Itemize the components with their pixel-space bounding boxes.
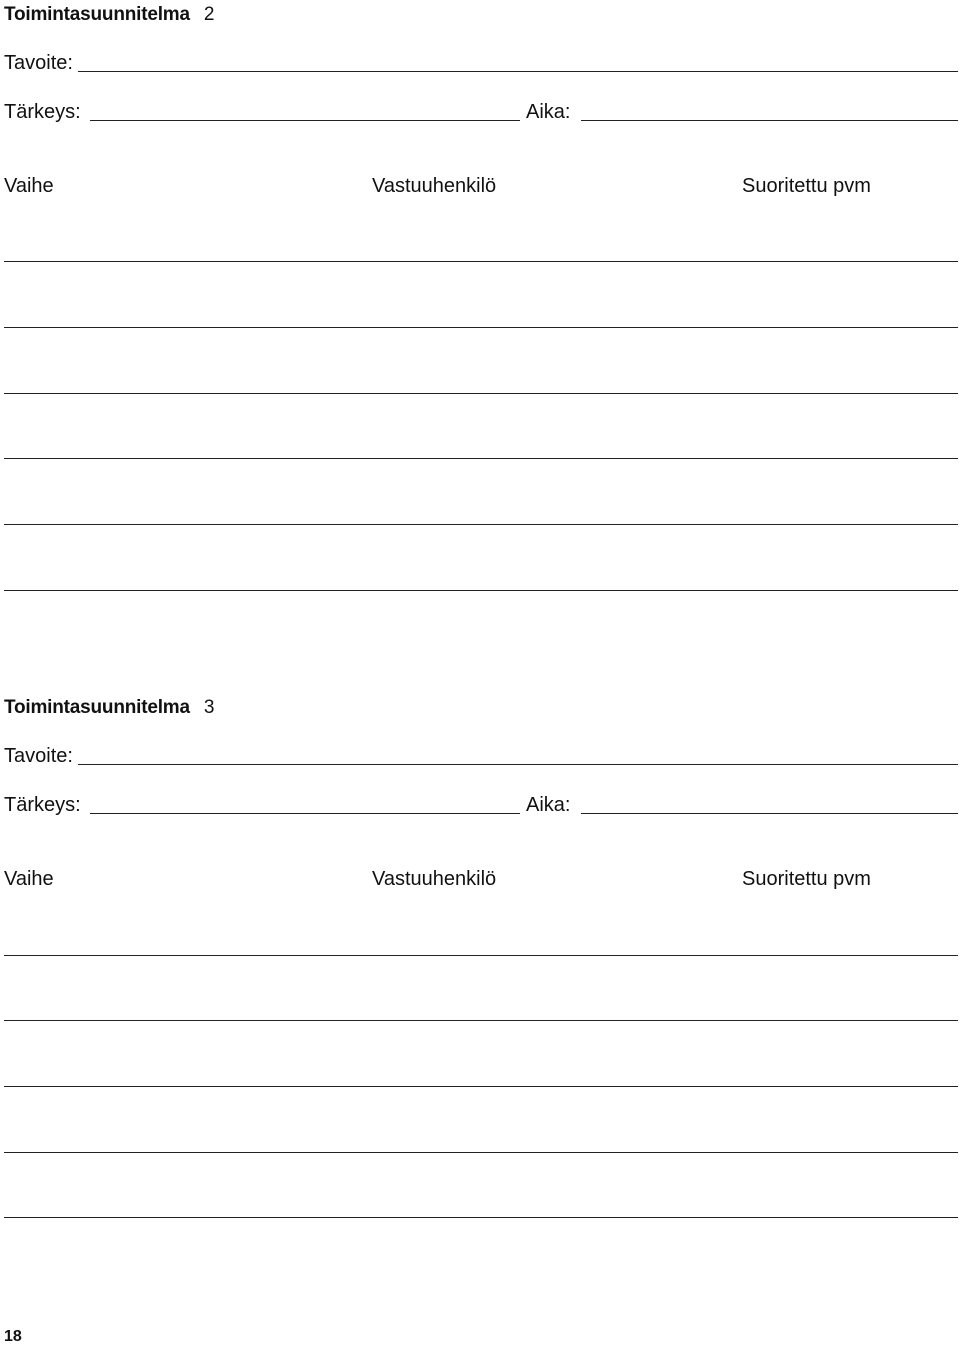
column-header-phase: Vaihe bbox=[4, 868, 54, 890]
time-label: Aika: bbox=[526, 101, 571, 123]
plan-title-text: Toimintasuunnitelma bbox=[4, 697, 190, 718]
table-row[interactable] bbox=[4, 955, 958, 956]
page-number: 18 bbox=[4, 1328, 22, 1345]
table-row[interactable] bbox=[4, 393, 958, 394]
time-field[interactable] bbox=[581, 120, 958, 121]
plan-title bbox=[4, 4, 214, 26]
priority-field[interactable] bbox=[90, 120, 520, 121]
goal-field[interactable] bbox=[78, 71, 958, 72]
table-row[interactable] bbox=[4, 458, 958, 459]
table-row[interactable] bbox=[4, 590, 958, 591]
time-label: Aika: bbox=[526, 794, 571, 816]
plan-number: 2 bbox=[203, 4, 215, 25]
column-header-phase: Vaihe bbox=[4, 175, 54, 197]
plan-title-text: Toimintasuunnitelma bbox=[4, 4, 190, 25]
priority-label: Tärkeys: bbox=[4, 794, 81, 816]
column-header-responsible: Vastuuhenkilö bbox=[372, 868, 497, 890]
column-header-completed-date: Suoritettu pvm bbox=[742, 175, 871, 197]
priority-field[interactable] bbox=[90, 813, 520, 814]
plan-title bbox=[4, 697, 214, 719]
priority-label: Tärkeys: bbox=[4, 101, 81, 123]
table-row[interactable] bbox=[4, 261, 958, 262]
table-row[interactable] bbox=[4, 1086, 958, 1087]
plan-number: 3 bbox=[203, 697, 215, 718]
time-field[interactable] bbox=[581, 813, 958, 814]
table-row[interactable] bbox=[4, 524, 958, 525]
table-row[interactable] bbox=[4, 327, 958, 328]
table-row[interactable] bbox=[4, 1152, 958, 1153]
column-header-completed-date: Suoritettu pvm bbox=[742, 868, 871, 890]
goal-field[interactable] bbox=[78, 764, 958, 765]
column-header-responsible: Vastuuhenkilö bbox=[372, 175, 497, 197]
goal-label: Tavoite: bbox=[4, 745, 73, 767]
table-row[interactable] bbox=[4, 1217, 958, 1218]
table-row[interactable] bbox=[4, 1020, 958, 1021]
goal-label: Tavoite: bbox=[4, 52, 73, 74]
